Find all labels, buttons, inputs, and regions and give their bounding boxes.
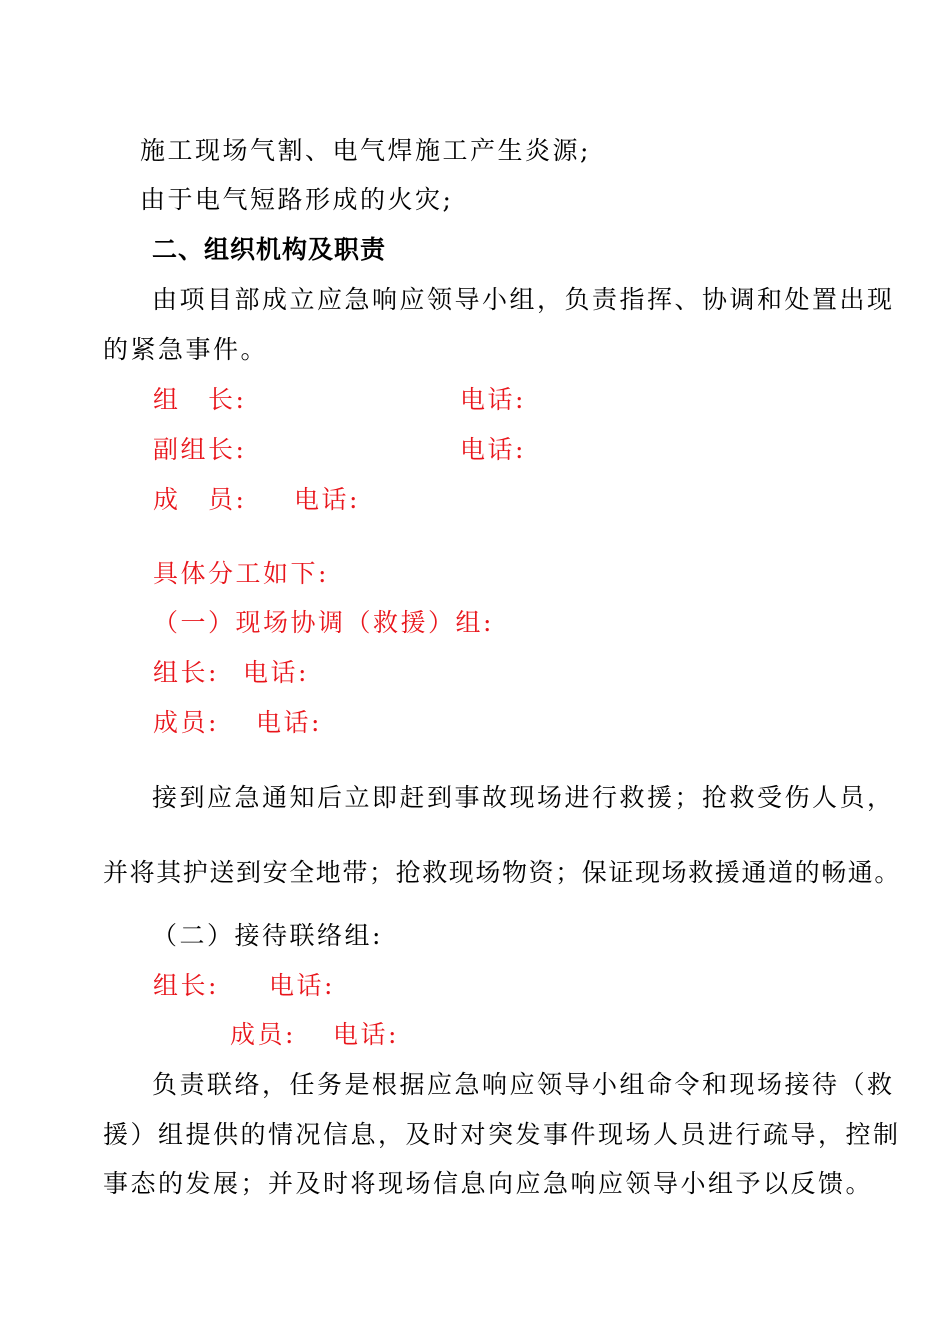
group2-title: （二）接待联络组: bbox=[152, 921, 383, 950]
leader-label: 组 长: bbox=[153, 385, 247, 414]
group1-leader-phone: 电话: bbox=[243, 658, 309, 687]
intro-line-2: 的紧急事件。 bbox=[103, 335, 269, 364]
fire-source-line-2: 由于电气短路形成的火灾; bbox=[140, 185, 454, 214]
division-title: 具体分工如下: bbox=[153, 559, 329, 588]
group1-duty-line-2: 并将其护送到安全地带；抢救现场物资；保证现场救援通道的畅通。 bbox=[103, 858, 902, 887]
fire-source-line-1: 施工现场气割、电气焊施工产生炎源; bbox=[140, 136, 591, 165]
group2-duty-line-2: 援）组提供的情况信息，及时对突发事件现场人员进行疏导，控制 bbox=[103, 1120, 901, 1149]
deputy-label: 副组长: bbox=[153, 435, 247, 464]
group2-duty-line-3: 事态的发展；并及时将现场信息向应急响应领导小组予以反馈。 bbox=[103, 1169, 874, 1198]
group1-member-phone: 电话: bbox=[256, 708, 322, 737]
group1-leader-label: 组长: bbox=[153, 658, 219, 687]
group1-member-label: 成员: bbox=[153, 708, 219, 737]
deputy-phone-label: 电话: bbox=[460, 435, 526, 464]
section-heading: 二、组织机构及职责 bbox=[152, 235, 387, 264]
member-label: 成 员: bbox=[153, 485, 247, 514]
leader-phone-label: 电话: bbox=[460, 385, 526, 414]
group2-member-label: 成员: bbox=[230, 1020, 296, 1049]
group1-duty-line-1: 接到应急通知后立即赶到事故现场进行救援；抢救受伤人员， bbox=[152, 783, 895, 812]
group2-leader-label: 组长: bbox=[153, 971, 219, 1000]
group2-member-phone: 电话: bbox=[333, 1020, 399, 1049]
group2-duty-line-1: 负责联络，任务是根据应急响应领导小组命令和现场接待（救 bbox=[152, 1070, 895, 1099]
member-phone-label: 电话: bbox=[294, 485, 360, 514]
group1-title: （一）现场协调（救援）组: bbox=[153, 608, 494, 637]
intro-line-1: 由项目部成立应急响应领导小组，负责指挥、协调和处置出现 bbox=[152, 285, 895, 314]
group2-leader-phone: 电话: bbox=[269, 971, 335, 1000]
